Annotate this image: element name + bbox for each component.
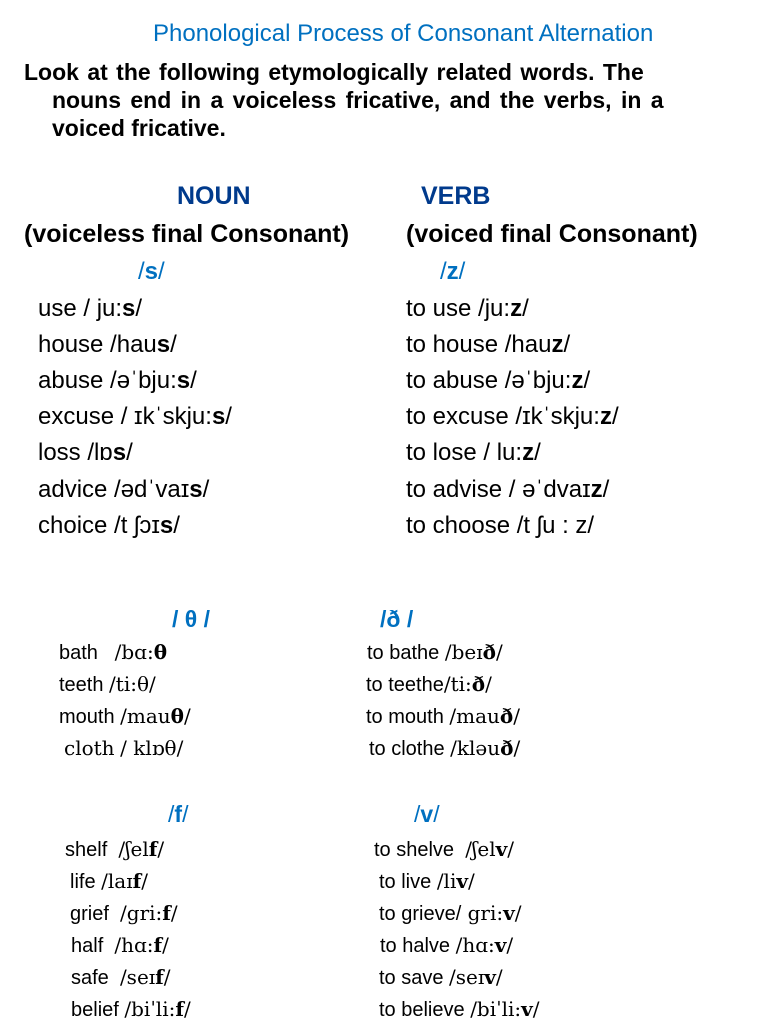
list-item: abuse /əˈbju:s/ xyxy=(38,367,197,394)
page-title: Phonological Process of Consonant Alternation xyxy=(153,20,654,47)
list-item: to bathe /beɪð/ xyxy=(367,640,503,664)
intro-line-2: nouns end in a voiceless fricative, and the verbs, in a xyxy=(52,87,664,113)
noun-header: NOUN xyxy=(177,182,251,210)
list-item: house /haus/ xyxy=(38,331,177,358)
list-item: excuse / ɪkˈskju:s/ xyxy=(38,403,232,430)
list-item: life /laɪf/ xyxy=(70,869,148,893)
list-item: to teethe/ti:ð/ xyxy=(366,672,492,696)
list-item: grief /gri:f/ xyxy=(70,901,178,925)
list-item: to excuse /ɪkˈskju:z/ xyxy=(406,403,619,430)
list-item: to mouth /mauð/ xyxy=(366,704,520,728)
list-item: to choose /t ʃu : z/ xyxy=(406,512,595,539)
list-item: to house /hauz/ xyxy=(406,331,571,358)
list-item: to live /liv/ xyxy=(379,869,475,893)
intro-line-1: Look at the following etymologically related words. The xyxy=(24,59,644,85)
list-item: bath /bɑ:θ xyxy=(59,640,168,664)
list-item: to abuse /əˈbju:z/ xyxy=(406,367,591,394)
list-item: use / ju:s/ xyxy=(38,295,143,322)
noun-symbol-f: /f/ xyxy=(168,801,189,827)
list-item: half /hɑ:f/ xyxy=(71,933,169,957)
verb-symbol-z: /z/ xyxy=(440,258,466,285)
noun-symbol-s: /s/ xyxy=(138,258,165,285)
list-item: shelf /ʃelf/ xyxy=(65,837,165,861)
list-item: to believe /biˈli:v/ xyxy=(379,997,540,1021)
list-item: to halve /hɑ:v/ xyxy=(380,933,514,957)
list-item: belief /biˈli:f/ xyxy=(71,997,191,1021)
list-item: to advise / əˈdvaɪz/ xyxy=(406,476,610,503)
noun-symbol-theta: / θ / xyxy=(172,606,210,632)
list-item: choice /t ʃɔɪs/ xyxy=(38,512,180,539)
noun-subheader: (voiceless final Consonant) xyxy=(24,220,350,248)
list-item: advice /ədˈvaɪs/ xyxy=(38,476,210,503)
list-item: to use /ju:z/ xyxy=(406,295,529,322)
verb-symbol-v: /v/ xyxy=(414,801,440,827)
verb-symbol-eth: /ð / xyxy=(380,606,414,632)
list-item: to save /seɪv/ xyxy=(379,965,503,989)
list-item: to shelve /ʃelv/ xyxy=(374,837,514,861)
list-item: loss /lɒs/ xyxy=(38,439,133,466)
list-item: teeth /ti:θ/ xyxy=(59,672,156,696)
list-item: cloth / klɒθ/ xyxy=(64,736,184,760)
verb-header: VERB xyxy=(421,182,491,210)
list-item: to lose / lu:z/ xyxy=(406,439,541,466)
list-item: to grieve/ gri:v/ xyxy=(379,901,522,925)
list-item: mouth /mauθ/ xyxy=(59,704,191,728)
intro-line-3: voiced fricative. xyxy=(52,115,226,141)
list-item: to clothe /kləuð/ xyxy=(369,736,521,760)
list-item: safe /seɪf/ xyxy=(71,965,171,989)
verb-subheader: (voiced final Consonant) xyxy=(406,220,698,248)
